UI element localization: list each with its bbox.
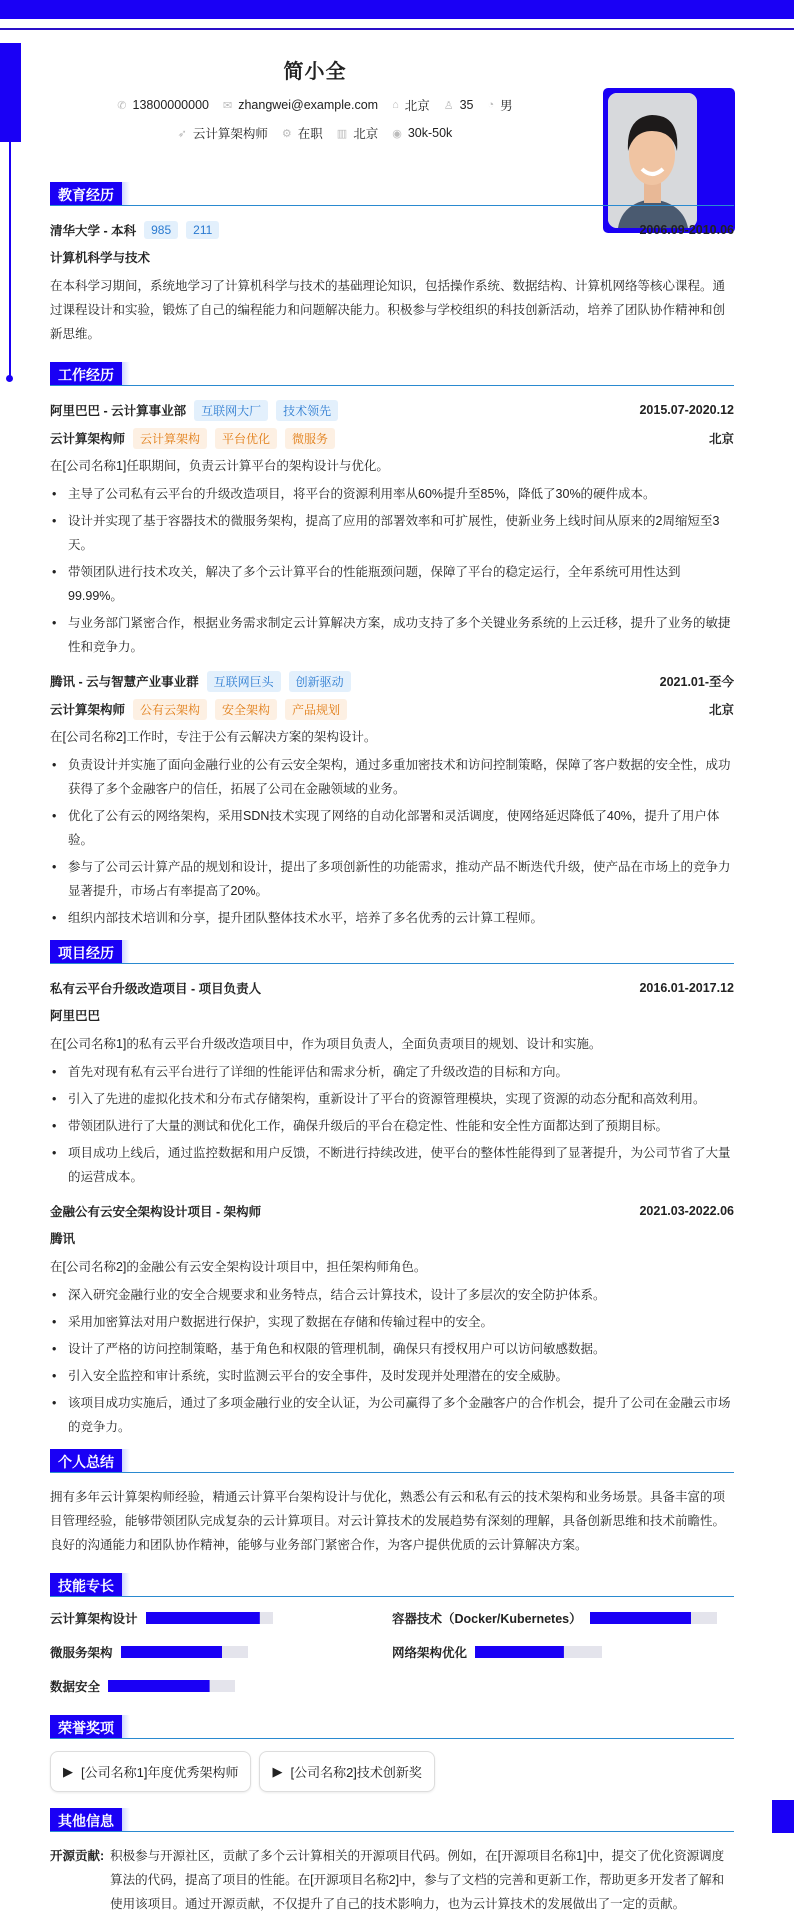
work-city: 北京	[708, 703, 734, 717]
project-intro: 在[公司名称2]的金融公有云安全架构设计项目中，担任架构师角色。	[50, 1260, 427, 1274]
city	[337, 124, 378, 142]
age-text: 35	[459, 98, 474, 112]
work-role-row	[50, 697, 734, 721]
summary-section-header	[50, 1449, 734, 1473]
salary	[392, 126, 452, 140]
project-section-header	[50, 940, 734, 964]
right-accent-block	[772, 1800, 794, 1833]
role	[50, 428, 335, 449]
candidate-name: 简小全	[283, 61, 347, 83]
work-section-header	[50, 362, 734, 386]
project-company: 阿里巴巴	[50, 1009, 101, 1023]
left-accent-block	[0, 43, 21, 142]
cake-icon: ♙	[443, 99, 454, 112]
skill-level-fill	[475, 1646, 564, 1658]
resume-header	[50, 55, 580, 152]
position	[178, 124, 268, 142]
skill-item	[50, 1677, 392, 1695]
summary-text: 拥有多年云计算架构师经验，精通云计算平台架构设计与优化，熟悉公有云和私有云的技术架构和业务场景。具备丰富的项目管理经验，能够带领团队完成复杂的云计算项目。对云计算技术的发展趋势有深刻的理解，具备创新思维和技术前瞻性。良好的沟通能力和团队协作精神，能够与业务部门紧密合作，为客户提供优质的云计算解决方案。	[50, 1490, 726, 1552]
award-item	[259, 1751, 434, 1792]
bullet-item: • 优化了公有云的网络架构，采用SDN技术实现了网络的自动化部署和灵活调度，使网络延迟降低了40%，提升了用户体验。	[50, 804, 734, 852]
bullet-item: • 设计并实现了基于容器技术的微服务架构，提高了应用的部署效率和可扩展性，使新业务上线时间从原来的2周缩短至3天。	[50, 509, 734, 557]
award-item	[50, 1751, 251, 1792]
work-title	[50, 400, 338, 421]
resume-body	[50, 182, 734, 1916]
skill-item	[392, 1643, 734, 1661]
skill-item	[392, 1609, 734, 1627]
skill-level-bar	[108, 1680, 235, 1692]
contact-row	[50, 96, 580, 114]
awards-section-header	[50, 1715, 734, 1739]
section-title: 荣誉奖项	[50, 1715, 122, 1738]
bullet-item: • 首先对现有私有云平台进行了详细的性能评估和需求分析，确定了升级改造的目标和方向。	[50, 1060, 734, 1084]
bullet-item: • 组织内部技术培训和分享，提升团队整体技术水平，培养了多名优秀的云计算工程师。	[50, 906, 734, 930]
bullet-item: • 主导了公司私有云平台的升级改造项目，将平台的资源利用率从60%提升至85%，降低了30%的硬件成本。	[50, 482, 734, 506]
age	[444, 98, 474, 112]
other-section-header	[50, 1808, 734, 1832]
triangle-right-icon: ▶	[272, 1763, 283, 1779]
skill-level-fill	[108, 1680, 210, 1692]
education-row	[50, 218, 734, 242]
skill-item	[50, 1643, 392, 1661]
work-intro: 在[公司名称2]工作时，专注于公有云解决方案的架构设计。	[50, 730, 377, 744]
skill-level-fill	[146, 1612, 260, 1624]
email	[223, 98, 378, 112]
tag: 985	[144, 221, 178, 239]
skill-name: 网络架构优化	[392, 1646, 468, 1660]
project-name: 私有云平台升级改造项目 - 项目负责人	[50, 982, 262, 996]
work-bullets	[50, 753, 734, 930]
major: 计算机科学与技术	[50, 251, 151, 265]
timeline-dot	[6, 375, 13, 382]
date: 2021.03-2022.06	[639, 1204, 734, 1218]
education-desc: 在本科学习期间，系统地学习了计算机科学与技术的基础理论知识，包括操作系统、数据结构、计算机网络等核心课程。通过课程设计和实验，锻炼了自己的编程能力和问题解决能力。积极参与学校组织的科技创新活动，培养了团队协作精神和创新思维。	[50, 279, 726, 341]
work-intro: 在[公司名称1]任职期间，负责云计算平台的架构设计与优化。	[50, 459, 389, 473]
skill-tag: 公有云架构	[133, 699, 207, 720]
bullet-item: • 设计了严格的访问控制策略，基于角色和权限的管理机制，确保只有授权用户可以访问敏感数据。	[50, 1337, 734, 1361]
role-name: 云计算架构师	[50, 703, 126, 717]
project-bullets	[50, 1283, 734, 1439]
project-intro: 在[公司名称1]的私有云平台升级改造项目中，作为项目负责人，全面负责项目的规划、设计和实施。	[50, 1037, 602, 1051]
bullet-item: • 带领团队进行技术攻关，解决了多个云计算平台的性能瓶颈问题，保障了平台的稳定运行，全年系统可用性达到99.99%。	[50, 560, 734, 608]
skill-tag: 云计算架构	[133, 428, 207, 449]
award-text: [公司名称2]技术创新奖	[290, 1765, 422, 1780]
bullet-item: • 负责设计并实施了面向金融行业的公有云安全架构，通过多重加密技术和访问控制策略，保障了客户数据的安全性，成功获得了多个金融客户的信任，拓展了公司在金融领域的业务。	[50, 753, 734, 801]
skill-level-fill	[590, 1612, 692, 1624]
home-icon: ⌂	[392, 99, 399, 111]
company-tag: 技术领先	[276, 400, 338, 421]
info-label: 开源贡献:	[50, 1849, 105, 1863]
bullet-item: • 采用加密算法对用户数据进行保护，实现了数据在存储和传输过程中的安全。	[50, 1310, 734, 1334]
bullet-item: • 项目成功上线后，通过监控数据和用户反馈，不断进行持续改进，使平台的整体性能得到了显著提升，为公司节省了大量的运营成本。	[50, 1141, 734, 1189]
open-source-info	[50, 1844, 734, 1916]
top-bar	[0, 0, 794, 19]
salary-text: 30k-50k	[407, 126, 453, 140]
date: 2006.09-2010.06	[639, 223, 734, 237]
company-tag: 互联网巨头	[207, 671, 281, 692]
triangle-right-icon: ▶	[63, 1763, 73, 1779]
skill-tag: 安全架构	[215, 699, 277, 720]
work-header	[50, 398, 734, 422]
send-icon: ➶	[177, 127, 187, 140]
company-name: 阿里巴巴 - 云计算事业部	[50, 404, 187, 418]
skill-level-bar	[590, 1612, 717, 1624]
work-role-row	[50, 426, 734, 450]
coin-icon: ◉	[392, 127, 402, 140]
company-tag: 互联网大厂	[194, 400, 268, 421]
school-name: 清华大学 - 本科	[50, 224, 137, 238]
bullet-item: • 引入安全监控和审计系统，实时监测云平台的安全事件，及时发现并处理潜在的安全威胁。	[50, 1364, 734, 1388]
skill-tag: 微服务	[285, 428, 335, 449]
skill-tag: 平台优化	[215, 428, 277, 449]
date: 2016.01-2017.12	[639, 981, 734, 995]
section-title: 工作经历	[50, 362, 122, 385]
gender-text: 男	[500, 99, 513, 113]
mail-icon: ✉	[223, 99, 233, 112]
bullet-item: • 参与了公司云计算产品的规划和设计，提出了多项创新性的功能需求，推动产品不断迭代升级，使产品在市场上的竞争力显著提升，市场占有率提高了20%。	[50, 855, 734, 903]
city-text: 北京	[353, 127, 379, 141]
skill-name: 数据安全	[50, 1680, 101, 1694]
phone-text: 13800000000	[132, 98, 209, 112]
section-title: 教育经历	[50, 182, 122, 205]
work-list	[50, 398, 734, 930]
role-name: 云计算架构师	[50, 432, 126, 446]
status-text: 在职	[297, 127, 323, 141]
bullet-item: • 带领团队进行了大量的测试和优化工作，确保升级后的平台在稳定性、性能和安全性方面都达到了预期目标。	[50, 1114, 734, 1138]
date: 2021.01-至今	[659, 675, 734, 689]
email-text: zhangwei@example.com	[238, 98, 379, 112]
skill-level-bar	[146, 1612, 273, 1624]
education-section-header	[50, 182, 734, 206]
project-header	[50, 1199, 734, 1223]
skill-level-bar	[121, 1646, 248, 1658]
awards-list	[50, 1751, 734, 1792]
tag: 211	[186, 221, 219, 239]
skill-tag: 产品规划	[285, 699, 347, 720]
section-title: 其他信息	[50, 1808, 122, 1831]
section-title: 技能专长	[50, 1573, 122, 1596]
gear-icon: ⚙	[281, 127, 292, 140]
section-title: 项目经历	[50, 940, 122, 963]
skill-level-bar	[475, 1646, 602, 1658]
position-text: 云计算架构师	[192, 127, 268, 141]
location	[392, 96, 430, 114]
skill-name: 微服务架构	[50, 1646, 113, 1660]
skill-name: 云计算架构设计	[50, 1612, 138, 1626]
phone-icon: ✆	[117, 99, 127, 112]
section-title: 个人总结	[50, 1449, 122, 1472]
gender	[488, 96, 513, 114]
work-title	[50, 671, 351, 692]
role	[50, 699, 347, 720]
company-name: 腾讯 - 云与智慧产业事业群	[50, 675, 199, 689]
phone	[117, 98, 209, 112]
date: 2015.07-2020.12	[639, 403, 734, 417]
award-text: [公司名称1]年度优秀架构师	[81, 1765, 239, 1780]
building-icon: ▥	[336, 127, 348, 140]
status	[282, 124, 323, 142]
user-icon: ◔	[487, 99, 495, 111]
skill-name: 容器技术（Docker/Kubernetes）	[392, 1612, 582, 1626]
skills-list	[50, 1609, 734, 1695]
info-text: 积极参与开源社区，贡献了多个云计算相关的开源项目代码。例如，在[开源项目名称1]中，提交了优化资源调度算法的代码，提高了项目的性能。在[开源项目名称2]中，参与了文档的完善和更新工作，帮助更多开发者了解和使用该项目。通过开源贡献，不仅提升了自己的技术影响力，也为云计算技术的发展做出了一定的贡献。	[110, 1849, 725, 1911]
job-intent-row	[50, 124, 580, 142]
project-bullets	[50, 1060, 734, 1189]
location-text: 北京	[404, 99, 430, 113]
work-city: 北京	[708, 432, 734, 446]
company-tag: 创新驱动	[289, 671, 351, 692]
timeline-line	[9, 142, 11, 378]
bullet-item: • 引入了先进的虚拟化技术和分布式存储架构，重新设计了平台的资源管理模块，实现了资源的动态分配和高效利用。	[50, 1087, 734, 1111]
project-list	[50, 976, 734, 1439]
bullet-item: • 深入研究金融行业的安全合规要求和业务特点，结合云计算技术，设计了多层次的安全防护体系。	[50, 1283, 734, 1307]
work-bullets	[50, 482, 734, 659]
skill-item	[50, 1609, 392, 1627]
top-divider	[0, 28, 794, 30]
project-company: 腾讯	[50, 1232, 76, 1246]
work-header	[50, 669, 734, 693]
project-name: 金融公有云安全架构设计项目 - 架构师	[50, 1205, 262, 1219]
bullet-item: • 与业务部门紧密合作，根据业务需求制定云计算解决方案，成功支持了多个关键业务系统的上云迁移，提升了业务的敏捷性和竞争力。	[50, 611, 734, 659]
skill-level-fill	[121, 1646, 223, 1658]
bullet-item: • 该项目成功实施后，通过了多项金融行业的安全认证，为公司赢得了多个金融客户的合作机会，提升了公司在金融云市场的竞争力。	[50, 1391, 734, 1439]
skills-section-header	[50, 1573, 734, 1597]
project-header	[50, 976, 734, 1000]
